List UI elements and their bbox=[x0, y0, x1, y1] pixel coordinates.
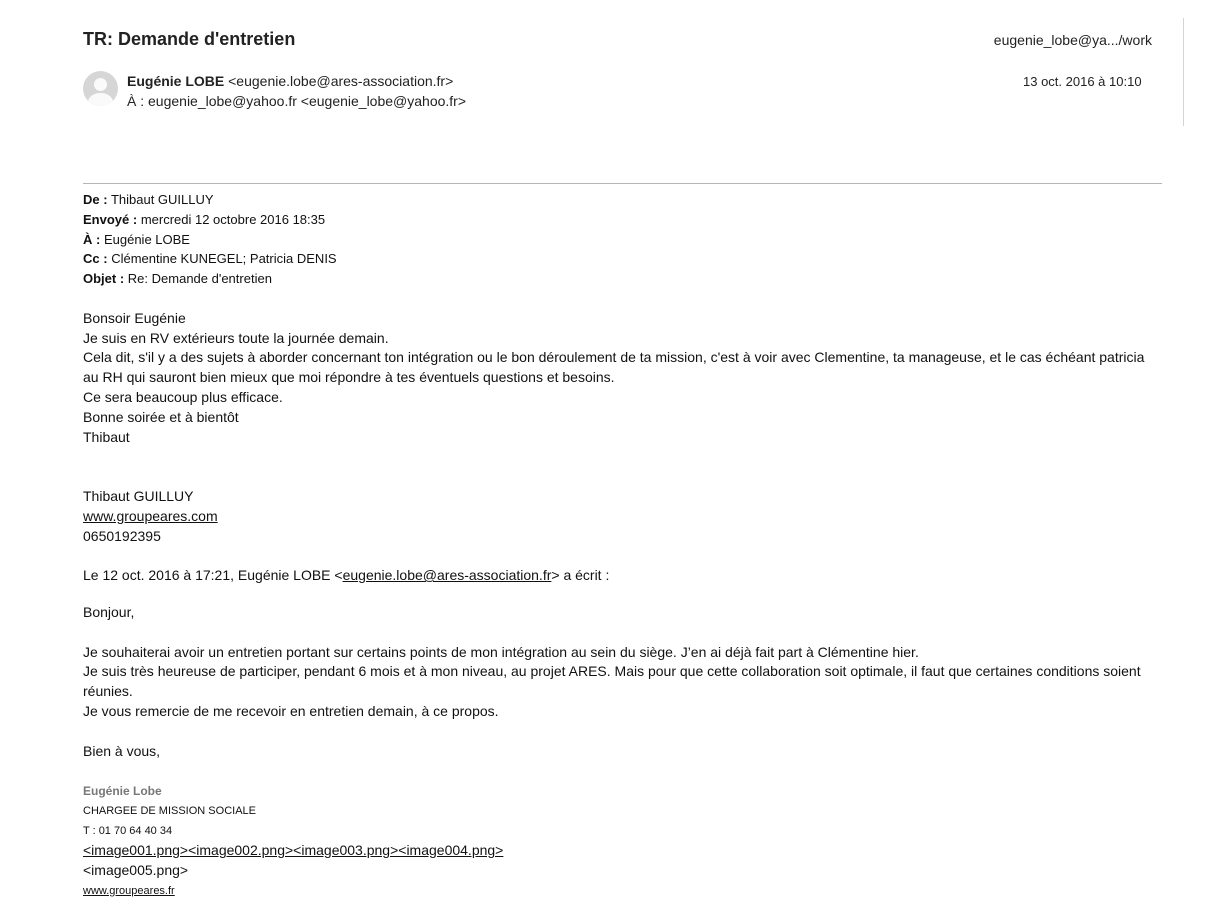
quote-line: Je souhaiterai avoir un entretien portant sur certains points de mon intégration au sein du siège. J’en ai déjà fait part à Clémentine hier. bbox=[83, 643, 919, 660]
fwd-subject: Objet : Re: Demande d'entretien bbox=[83, 271, 272, 287]
pane-divider bbox=[1183, 18, 1184, 126]
reply-line: Cela dit, s'il y a des sujets à aborder concernant ton intégration ou le bon déroulement de ta mission, c'est à voir avec Clementine, ta manageuse, et le cas échéant patricia au RH qui sauront bien mieux que moi répondre à tes éventuels questions et besoins. bbox=[83, 349, 1145, 386]
reply-line: Ce sera beaucoup plus efficace. bbox=[83, 388, 283, 405]
quote-greeting: Bonjour, bbox=[83, 603, 135, 620]
fwd-to: À : Eugénie LOBE bbox=[83, 231, 190, 247]
account-name: eugenie_lobe@ya.../work bbox=[993, 32, 1152, 48]
email-subject: TR: Demande d'entretien bbox=[83, 29, 296, 49]
quote-intro: Le 12 oct. 2016 à 17:21, Eugénie LOBE <eugenie.lobe@ares-association.fr> a écrit : bbox=[83, 567, 610, 584]
quote-intro-email-link[interactable]: eugenie.lobe@ares-association.fr bbox=[342, 567, 552, 584]
reply-line: Je suis en RV extérieurs toute la journée demain. bbox=[83, 329, 389, 346]
reply-line: Bonsoir Eugénie bbox=[83, 309, 186, 326]
quote-line: Je suis très heureuse de participer, pendant 6 mois et à mon niveau, au projet ARES. Mais pour que cette collaboration soit optimale, il faut que certaines conditions soient réunies. bbox=[83, 663, 1141, 700]
reply-signature-link[interactable]: www.groupeares.com bbox=[83, 507, 218, 524]
reply-signature-name: Thibaut GUILLUY bbox=[83, 487, 194, 504]
fwd-cc: Cc : Clémentine KUNEGEL; Patricia DENIS bbox=[83, 251, 337, 267]
recipient-address[interactable]: eugenie_lobe@yahoo.fr <eugenie_lobe@yahoo.fr> bbox=[148, 93, 467, 109]
fwd-from: De : Thibaut GUILLUY bbox=[83, 192, 214, 207]
reply-line: Thibaut bbox=[83, 428, 130, 445]
quote-signature-link[interactable]: www.groupeares.fr bbox=[83, 884, 175, 897]
sender-email[interactable]: <eugenie.lobe@ares-association.fr> bbox=[228, 73, 454, 89]
quote-line: Je vous remercie de me recevoir en entretien demain, à ce propos. bbox=[83, 702, 499, 719]
email-date: 13 oct. 2016 à 10:10 bbox=[1023, 74, 1142, 89]
sender-line bbox=[127, 73, 453, 89]
quote-signature-name: Eugénie Lobe bbox=[83, 784, 162, 799]
forwarded-header bbox=[83, 190, 1163, 289]
header-divider bbox=[83, 183, 1162, 184]
sender-name[interactable]: Eugénie LOBE bbox=[127, 73, 225, 89]
image-attachment-links[interactable]: <image001.png><image002.png><image003.png><image004.png> bbox=[83, 842, 504, 859]
image-attachment-placeholder: <image005.png> bbox=[83, 861, 189, 878]
reply-signature-phone: 0650192395 bbox=[83, 527, 161, 544]
avatar[interactable] bbox=[83, 71, 118, 106]
fwd-sent: Envoyé : mercredi 12 octobre 2016 18:35 bbox=[83, 211, 326, 227]
avatar-head-icon bbox=[94, 78, 107, 91]
quote-signature-phone: T : 01 70 64 40 34 bbox=[83, 825, 173, 838]
to-label: À : bbox=[127, 93, 145, 109]
quote-signature-title: CHARGEE DE MISSION SOCIALE bbox=[83, 805, 256, 818]
avatar-body-icon bbox=[88, 93, 113, 106]
recipient-line bbox=[127, 93, 466, 109]
email-body bbox=[83, 190, 1163, 901]
reply-line: Bonne soirée et à bientôt bbox=[83, 408, 239, 425]
quote-closing: Bien à vous, bbox=[83, 742, 161, 759]
